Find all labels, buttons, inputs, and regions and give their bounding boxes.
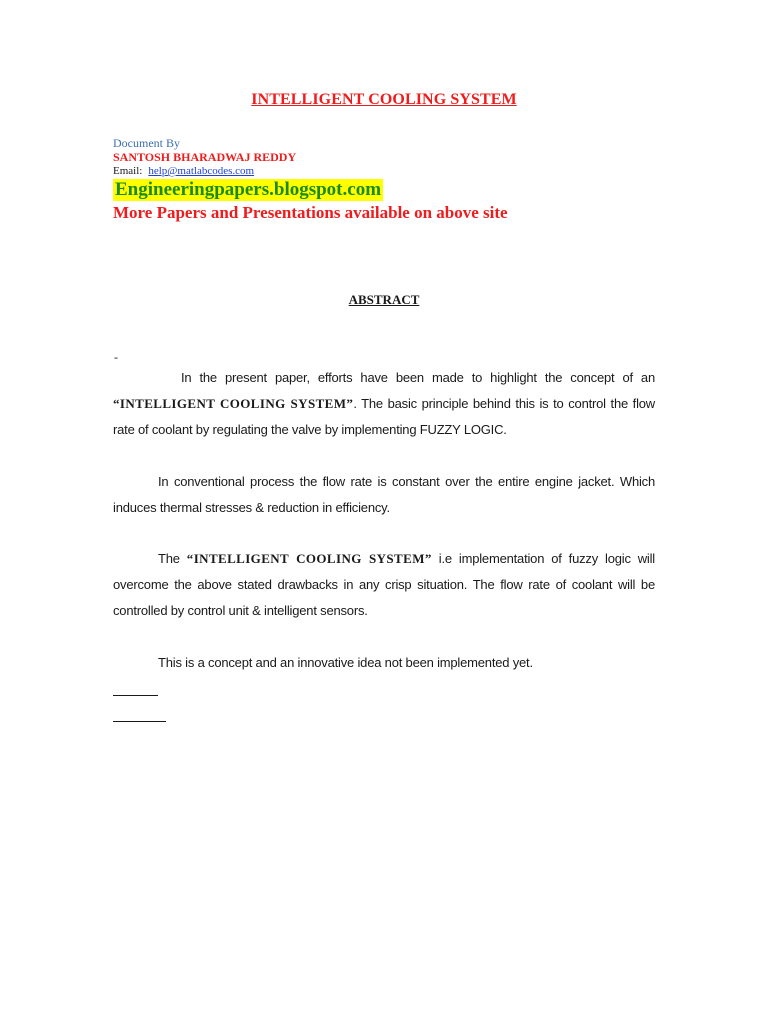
blank-line-1 [113, 695, 158, 696]
more-papers-note: More Papers and Presentations available on above site [113, 203, 508, 222]
paragraph-3-rest: i.e implementation of fuzzy logic will overcome the above stated drawbacks in any crisp situation. The flow rate of coolant will be controlled by control unit & intelligent sensors. [113, 551, 655, 618]
paragraph-1 [113, 365, 655, 443]
email-row [113, 165, 254, 177]
abstract-heading: ABSTRACT [348, 292, 420, 307]
paragraph-3 [113, 546, 655, 624]
document-by-label: Document By [113, 136, 180, 150]
email-label: Email: [113, 165, 143, 177]
blank-line-2 [113, 721, 166, 722]
paragraph-1-intro: In the present paper, efforts have been made to highlight the concept of an [181, 370, 655, 385]
email-link[interactable]: help@matlabcodes.com [148, 165, 255, 177]
paragraph-1-rest: . The basic principle behind this is to control the flow rate of coolant by regulating the valve by implementing FUZZY LOGIC. [113, 396, 655, 437]
site-link-highlighted[interactable]: Engineeringpapers.blogspot.com [115, 179, 382, 200]
paragraph-2: In conventional process the flow rate is constant over the entire engine jacket. Which induces thermal stresses & reduction in efficiency. [113, 474, 655, 515]
author-name: SANTOSH BHARADWAJ REDDY [113, 150, 297, 164]
dash-mark: - [114, 350, 118, 364]
paragraph-1-bold-term: “INTELLIGENT COOLING SYSTEM” [113, 396, 354, 411]
paragraph-3-intro: The [158, 551, 187, 566]
paragraph-4: This is a concept and an innovative idea not been implemented yet. [158, 655, 533, 670]
paragraph-3-bold-term: “INTELLIGENT COOLING SYSTEM” [186, 551, 432, 566]
document-title: INTELLIGENT COOLING SYSTEM [251, 91, 517, 108]
